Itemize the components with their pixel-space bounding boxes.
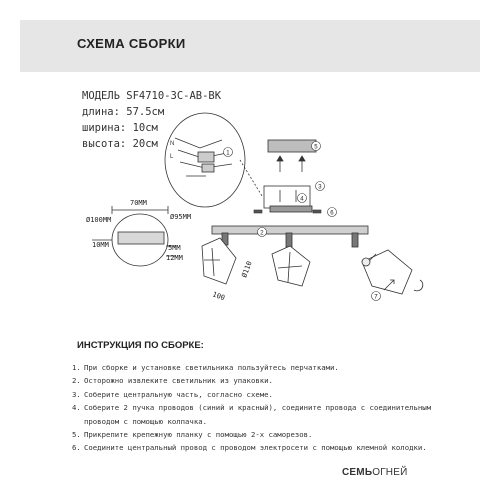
side-profile	[92, 206, 176, 266]
wiring-detail	[165, 113, 262, 207]
dim-100mm: Ø100ММ	[86, 216, 112, 224]
brand-logo: СЕМЬОГНЕЙ	[342, 467, 408, 478]
dim-95mm: Ø95ММ	[170, 213, 192, 221]
spot-left	[202, 233, 236, 284]
spot-right	[352, 233, 412, 294]
height-line: высота: 20см	[82, 138, 158, 150]
instructions-list	[72, 361, 492, 455]
dim-12mm: 12ММ	[166, 254, 183, 262]
page-title: СХЕМА СБОРКИ	[77, 36, 186, 51]
dim-5mm: 5ММ	[168, 244, 181, 252]
dim-70mm: 70ММ	[130, 199, 147, 207]
dim-10mm: 10ММ	[92, 241, 109, 249]
dim-100: 100	[211, 290, 226, 303]
instructions-title: ИНСТРУКЦИЯ ПО СБОРКЕ:	[77, 340, 204, 351]
spot-middle	[272, 233, 310, 286]
ceiling-plate	[268, 140, 316, 172]
list-item: 5. Прикрепите крепежную планку с помощью 2-х саморезов.	[72, 430, 313, 440]
callout-2: 2	[260, 230, 264, 237]
list-item: 6. Соедините центральный провод с проводом электросети с помощью клемной колодки.	[72, 443, 427, 453]
width-line: ширина: 10см	[82, 122, 158, 134]
list-item: 3. Соберите центральную часть, согласно схеме.	[72, 389, 273, 399]
dim-110: Ø110	[240, 260, 254, 279]
list-item: 1. При сборке и установке светильника пользуйтесь перчатками.	[72, 363, 339, 372]
svg-text:N: N	[170, 141, 175, 147]
list-item: 4. Соберите 2 пучка проводов (синий и красный), соедините провода с соединительным	[72, 403, 432, 413]
list-item: проводом с помощью колпачка.	[84, 416, 208, 426]
callout-3: 3	[318, 184, 322, 191]
callout-4: 4	[300, 196, 304, 203]
model-line: МОДЕЛЬ SF4710-3C-AB-BK	[82, 90, 222, 102]
svg-text:L: L	[170, 154, 174, 160]
list-item: 2. Осторожно извлеките светильник из упаковки.	[72, 376, 273, 386]
callout-5: 5	[314, 144, 318, 151]
callout-1: 1	[226, 150, 230, 157]
length-line: длина: 57.5см	[82, 106, 165, 118]
callout-6: 6	[330, 210, 334, 217]
callout-7: 7	[374, 294, 378, 301]
